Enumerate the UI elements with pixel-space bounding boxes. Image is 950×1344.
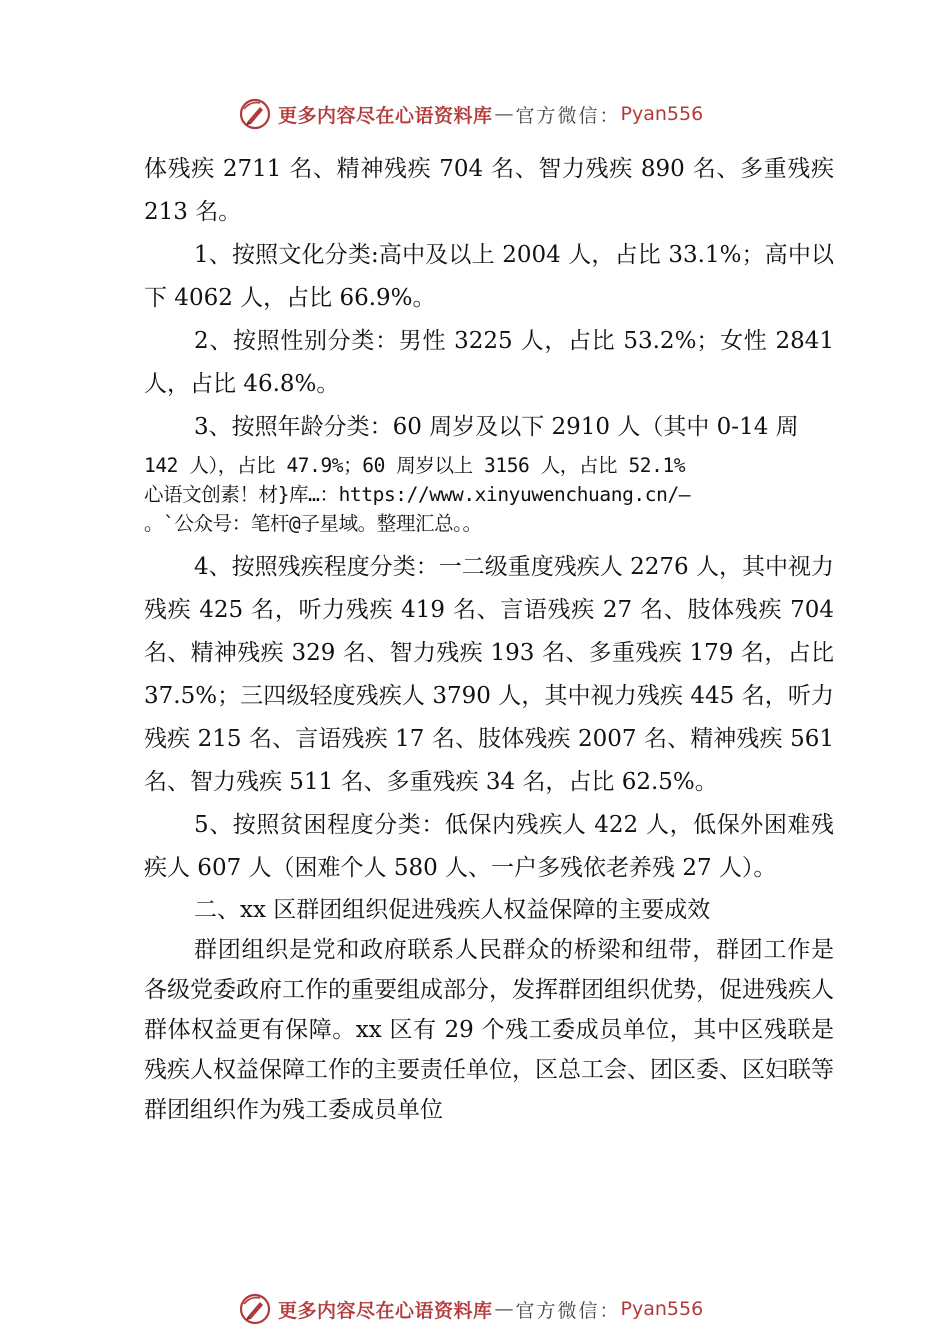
- banner-wechat-id: Pyan556: [620, 103, 704, 125]
- banner-official-label: 官方微信：: [515, 104, 621, 127]
- paragraph-disability-types-end: 体残疾 2711 名、精神残疾 704 名、智力残疾 890 名、多重残疾 213 名。: [144, 156, 834, 225]
- pen-nib-logo-icon: [238, 1292, 272, 1326]
- paragraph-education: 1、按照文化分类:高中及以上 2004 人，占比 33.1%；高中以下 4062 人，占比 66.9%。: [144, 242, 834, 311]
- paragraph-poverty: 5、按照贫困程度分类：低保内残疾人 422 人，低保外困难残疾人 607 人（困难个人 580 人、一户多残依老养残 27 人）。: [144, 812, 834, 881]
- banner-wechat-id: Pyan556: [620, 1298, 704, 1320]
- pen-nib-logo-icon: [238, 97, 272, 131]
- source-account-line: 。`公众号：笔杆@子星域。整理汇总。。: [144, 512, 482, 535]
- banner-brand: 更多内容尽在心语资料库: [278, 104, 493, 127]
- document-body: [144, 148, 834, 1130]
- paragraph-age-continued: [144, 451, 834, 538]
- banner-official-label: 官方微信：: [515, 1299, 621, 1322]
- age-stats-line: 142 人），占比 47.9%；60 周岁以上 3156 人，占比 52.1%: [144, 454, 686, 477]
- header-banner: [238, 96, 758, 132]
- paragraph-disability-degree: 4、按照残疾程度分类：一二级重度残疾人 2276 人，其中视力残疾 425 名，听力残疾 419 名、言语残疾 27 名、肢体残疾 704 名、精神残疾 329 名、智力残疾 193 名、多重残疾 179 名，占比 37.5%；三四级轻度残疾人 3790 人，其中视力残疾 445 名，听力残疾 215 名、言语残疾 17 名、肢体残疾 2007 名、精神残疾 561 名、智力残疾 511 名、多重残疾 34 名，占比 62.5%。: [144, 554, 834, 795]
- banner-separator: —: [494, 1298, 514, 1320]
- source-watermark-line: 心语文创素！材}库…：https://www.xinyuwenchuang.cn/—: [144, 483, 691, 506]
- paragraph-gender: 2、按照性别分类：男性 3225 人，占比 53.2%；女性 2841 人，占比 46.8%。: [144, 328, 834, 397]
- paragraph-group-organizations: 群团组织是党和政府联系人民群众的桥梁和纽带，群团工作是各级党委政府工作的重要组成部分，发挥群团组织优势，促进残疾人群体权益更有保障。xx 区有 29 个残工委成员单位，其中区残联是残疾人权益保障工作的主要责任单位，区总工会、团区委、区妇联等群团组织作为残工委成员单位: [144, 937, 834, 1123]
- section-heading: 二、xx 区群团组织促进残疾人权益保障的主要成效: [194, 897, 711, 923]
- footer-banner: [238, 1291, 758, 1327]
- paragraph-age: 3、按照年龄分类：60 周岁及以下 2910 人（其中 0-14 周: [194, 414, 799, 440]
- banner-separator: —: [494, 103, 514, 125]
- banner-brand: 更多内容尽在心语资料库: [278, 1299, 493, 1322]
